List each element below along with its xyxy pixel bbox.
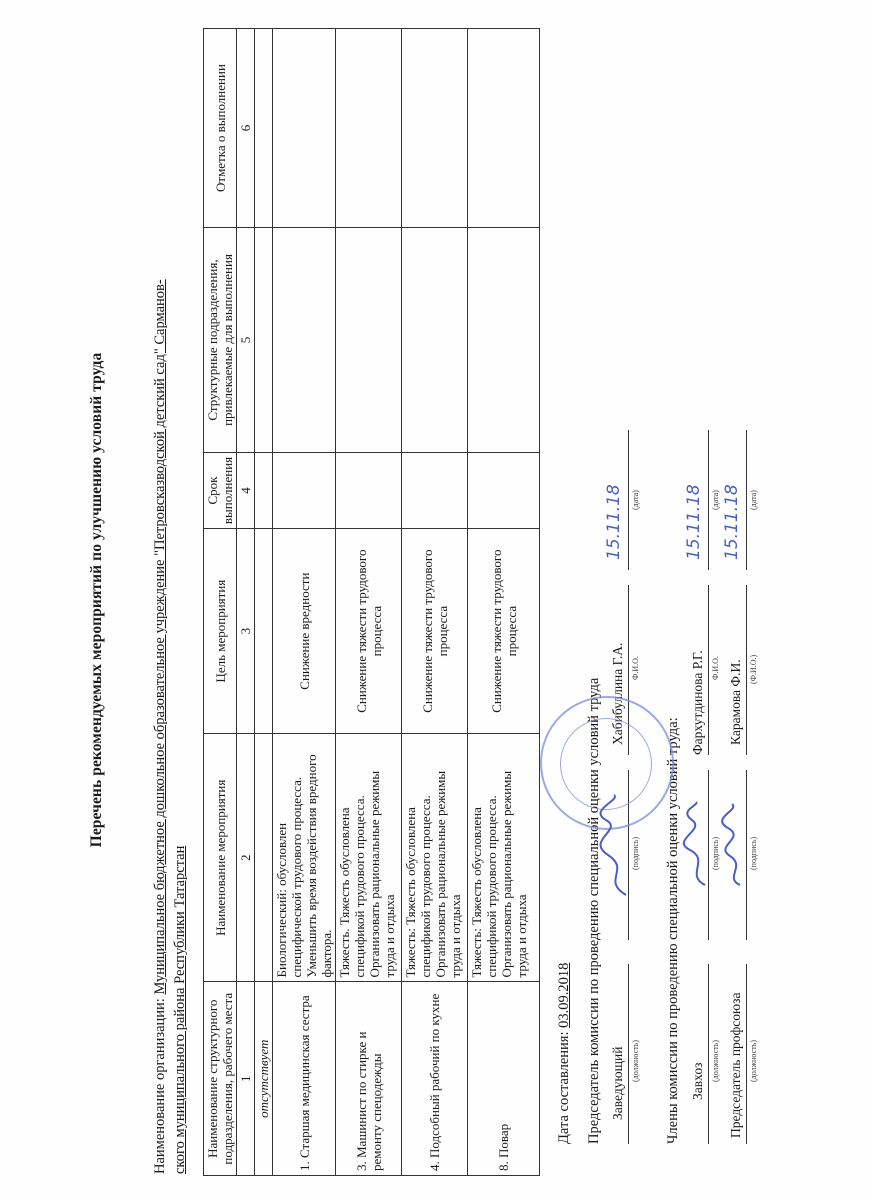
caption-name: (Ф.И.О.)	[749, 654, 758, 684]
row-measure: Тяжесть. Тяжесть обусловлена спецификой трудового процесса. Организовать рациональные режимы труда и отдыха	[336, 734, 402, 982]
header-place: Наименование структурного подразделения, рабочего места	[204, 982, 237, 1176]
row-units	[468, 228, 540, 453]
section-row	[255, 29, 273, 1176]
date-line	[628, 430, 629, 570]
document-title: Перечень рекомендуемых мероприятий по улучшению условий труда	[88, 352, 105, 848]
table-header-row	[204, 29, 237, 1176]
row-units	[336, 228, 402, 453]
row-measure: Биологический: обусловлен специфической трудового процесса. Уменьшить время воздействия вредного фактора.	[273, 734, 336, 982]
name-line	[708, 585, 709, 755]
table-row	[468, 29, 540, 1176]
caption-signature: (подпись)	[711, 836, 720, 870]
caption-position: (должность)	[749, 1040, 758, 1082]
caption-date: (дата)	[631, 490, 640, 510]
row-place: 3. Машинист по стирке и ремонту спецодежды	[336, 982, 402, 1176]
col-number: 2	[237, 734, 255, 982]
col-number: 3	[237, 529, 255, 734]
organization-name	[150, 24, 190, 1174]
date-line	[708, 430, 709, 570]
header-goal: Цель мероприятия	[204, 529, 237, 734]
position-line	[708, 964, 709, 1144]
measures-table	[203, 28, 540, 1176]
col-number: 5	[237, 228, 255, 453]
caption-name: Ф.И.О.	[711, 656, 720, 680]
table-row	[273, 29, 336, 1176]
member2-date: 15.11.18	[722, 484, 742, 560]
members-title: Члены комиссии по проведению специальной оценки условий труда:	[665, 717, 681, 1144]
caption-date: (дата)	[711, 490, 720, 510]
caption-position: (должность)	[711, 1040, 720, 1082]
section-label: отсутствует	[255, 982, 273, 1176]
header-term: Срок выполнения	[204, 452, 237, 528]
row-measure: Тяжесть: Тяжесть обусловлена спецификой трудового процесса. Организовать рациональные режимы труда и отдыха	[468, 734, 540, 982]
member2-name: Карамова Ф.И.	[728, 659, 743, 745]
column-number-row	[237, 29, 255, 1176]
col-number: 4	[237, 452, 255, 528]
row-units	[402, 228, 468, 453]
chair-title: Председатель комиссии по проведению специальной оценки условий труда	[586, 677, 602, 1144]
col-number: 6	[237, 29, 255, 228]
header-mark: Отметка о выполнении	[204, 29, 237, 228]
row-place: 8. Повар	[468, 982, 540, 1176]
caption-date: (дата)	[749, 490, 758, 510]
row-term	[402, 452, 468, 528]
chair-date: 15.11.18	[604, 484, 624, 560]
caption-signature: (подпись)	[749, 836, 758, 870]
row-term	[468, 452, 540, 528]
caption-name: Ф.И.О.	[631, 656, 640, 680]
org-name-line2: ского муниципального района Республики Татарстан	[172, 845, 188, 1174]
member2-signature-mark	[718, 800, 752, 890]
row-mark	[468, 29, 540, 228]
row-term	[273, 452, 336, 528]
header-measure: Наименование мероприятия	[204, 734, 237, 982]
row-measure: Тяжесть: Тяжесть обусловлена спецификой трудового процесса. Организовать рациональные режимы труда и отдыха	[402, 734, 468, 982]
date-label: Дата составления:	[556, 1027, 572, 1144]
member1-signature-mark	[680, 800, 714, 890]
position-line	[746, 964, 747, 1144]
org-name-line1: Муниципальное бюджетное дошкольное образовательное учреждение "Петровсказводской детский сад" Сарманов-	[152, 279, 168, 995]
org-prefix: Наименование организации:	[152, 994, 168, 1174]
row-goal: Снижение тяжести трудового процесса	[402, 529, 468, 734]
row-goal: Снижение тяжести трудового процесса	[336, 529, 402, 734]
member1-date: 15.11.18	[684, 484, 704, 560]
row-mark	[273, 29, 336, 228]
table-row	[402, 29, 468, 1176]
compilation-date	[556, 963, 573, 1144]
member2-position: Председатель профсоюза	[728, 992, 743, 1138]
date-line	[746, 430, 747, 570]
row-goal: Снижение вредности	[273, 529, 336, 734]
col-number: 1	[237, 982, 255, 1176]
row-mark	[336, 29, 402, 228]
row-place: 4. Подсобный рабочий по кухне	[402, 982, 468, 1176]
date-value: 03.09.2018	[556, 962, 572, 1028]
table-row	[336, 29, 402, 1176]
member1-name: Фархутдинова Р.Г.	[690, 650, 705, 755]
member1-position: Завхоз	[690, 1062, 705, 1100]
header-units: Структурные подразделения, привлекаемые для выполнения	[204, 228, 237, 453]
row-mark	[402, 29, 468, 228]
caption-signature: (подпись)	[631, 836, 640, 870]
caption-position: (должность)	[631, 1040, 640, 1082]
chair-signature-mark	[596, 790, 636, 900]
row-goal: Снижение тяжести трудового процесса	[468, 529, 540, 734]
chair-name: Хабибуллина Г.А.	[610, 642, 625, 745]
row-units	[273, 228, 336, 453]
row-place: 1. Старшая медицинская сестра	[273, 982, 336, 1176]
chair-position: Заведующий	[610, 1046, 625, 1120]
position-line	[628, 964, 629, 1144]
row-term	[336, 452, 402, 528]
name-line	[746, 585, 747, 755]
